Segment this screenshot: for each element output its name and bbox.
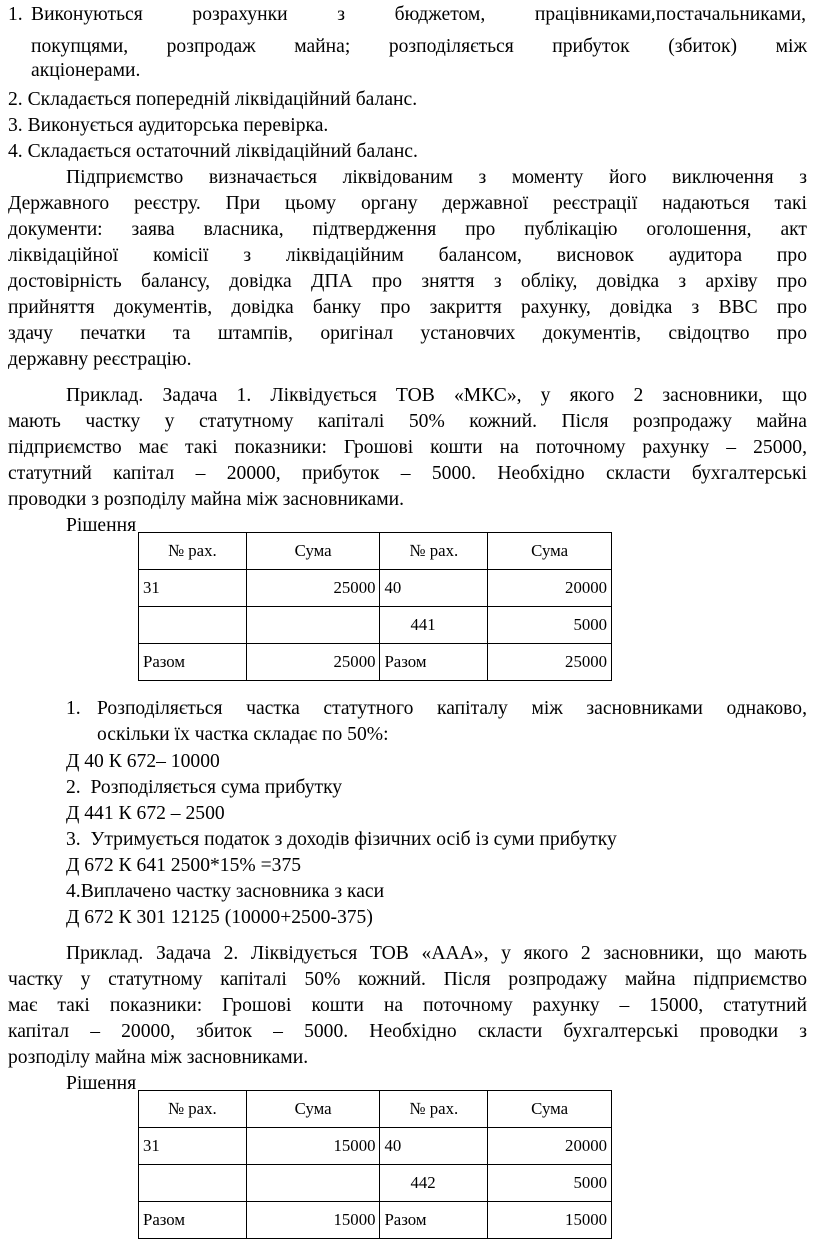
paragraph-line: державну реєстрацію.	[8, 349, 192, 370]
table-row	[139, 607, 612, 644]
step-item-4: 4.Виплачено частку засновника з каси	[66, 881, 385, 902]
step-item-3: 3. Утримується податок з доходів фізичних осіб із суми прибутку	[66, 829, 617, 850]
table-row	[139, 570, 612, 607]
list-item-1-cont: покупцями, розпродаж майна; розподіляється прибуток (збиток) між	[31, 36, 807, 57]
table-cell: 40	[380, 570, 488, 607]
header-cell: Сума	[246, 1091, 380, 1128]
table-header-row	[139, 533, 612, 570]
header-cell: Сума	[246, 533, 380, 570]
list-item-2: 2. Складається попередній ліквідаційний баланс.	[8, 89, 418, 110]
step-item-2: 2. Розподіляється сума прибутку	[66, 777, 343, 798]
task-line: має такі показники: Грошові кошти на поточному рахунку – 15000, статутний	[8, 995, 807, 1016]
list-item-4: 4. Складається остаточний ліквідаційний баланс.	[8, 141, 418, 162]
solution-label: Рішення	[66, 1073, 137, 1094]
task-line: частку у статутному капіталі 50% кожний. Після розпродажу майна підприємство	[8, 969, 807, 990]
paragraph-line: Державного реєстру. При цьому органу державної реєстрації надаються такі	[8, 193, 807, 214]
header-cell: № рах.	[380, 533, 488, 570]
list-item-3: 3. Виконується аудиторська перевірка.	[8, 115, 329, 136]
table-cell: 31	[139, 1128, 247, 1165]
table-row	[139, 1202, 612, 1239]
table-cell: 25000	[246, 644, 380, 681]
table-cell: 15000	[488, 1202, 612, 1239]
table-cell: 20000	[488, 570, 612, 607]
table-cell: 25000	[246, 570, 380, 607]
ledger-table-2	[138, 1090, 612, 1239]
table-cell	[246, 607, 380, 644]
paragraph-line: документи: заява власника, підтвердження про публікацію оголошення, акт	[8, 219, 807, 240]
table-cell	[246, 1165, 380, 1202]
list-item-1: 1. Виконуються розрахунки з бюджетом, працівниками,постачальниками,	[8, 4, 806, 25]
task-line: розподілу майна між засновниками.	[8, 1047, 309, 1068]
table-cell: 5000	[488, 607, 612, 644]
paragraph-line: ліквідаційної комісії з ліквідаційним балансом, висновок аудитора про	[8, 245, 807, 266]
task-line: підприємство має такі показники: Грошові кошти на поточному рахунку – 25000,	[8, 437, 807, 458]
table-cell	[139, 1165, 247, 1202]
task-line: мають частку у статутному капіталі 50% кожний. Після розпродажу майна	[8, 411, 807, 432]
table-cell: 40	[380, 1128, 488, 1165]
task-line: капітал – 20000, збиток – 5000. Необхідно скласти бухгалтерські проводки з	[8, 1021, 807, 1042]
header-cell: Сума	[488, 1091, 612, 1128]
paragraph-line: здачу печатки та штампів, оригінал установчих документів, свідоцтво про	[8, 323, 807, 344]
table-cell: Разом	[380, 1202, 488, 1239]
table-cell: Разом	[380, 644, 488, 681]
entry-line: Д 441 К 672 – 2500	[66, 803, 225, 824]
table-header-row	[139, 1091, 612, 1128]
header-cell: № рах.	[139, 533, 247, 570]
paragraph-line: прийняття документів, довідка банку про закриття рахунку, довідка з ВВС про	[8, 297, 807, 318]
list-item-text: Виконуються розрахунки з бюджетом, працівниками,постачальниками,	[31, 4, 806, 25]
table-cell: Разом	[139, 1202, 247, 1239]
header-cell: № рах.	[139, 1091, 247, 1128]
table-cell	[139, 607, 247, 644]
solution-label: Рішення	[66, 515, 137, 536]
entry-line: Д 672 К 641 2500*15% =375	[66, 855, 302, 876]
header-cell: Сума	[488, 533, 612, 570]
table-cell: 25000	[488, 644, 612, 681]
table-cell: 441	[380, 607, 488, 644]
task-line: Приклад. Задача 1. Ліквідується ТОВ «МКС», у якого 2 засновники, що	[66, 385, 807, 406]
table-cell: 15000	[246, 1128, 380, 1165]
table-cell: 20000	[488, 1128, 612, 1165]
table-row	[139, 1128, 612, 1165]
paragraph-line: Підприємство визначається ліквідованим з моменту його виключення з	[66, 167, 807, 188]
table-cell: 5000	[488, 1165, 612, 1202]
step-item-1-cont: оскільки їх частка складає по 50%:	[97, 724, 389, 745]
entry-line: Д 672 К 301 12125 (10000+2500-375)	[66, 907, 373, 928]
table-row	[139, 1165, 612, 1202]
task-line: Приклад. Задача 2. Ліквідується ТОВ «ААА», у якого 2 засновники, що мають	[66, 943, 807, 964]
task-line: проводки з розподілу майна між засновниками.	[8, 489, 405, 510]
paragraph-line: достовірність балансу, довідка ДПА про зняття з обліку, довідка з архіву про	[8, 271, 807, 292]
entry-line: Д 40 К 672– 10000	[66, 751, 220, 772]
table-cell: 442	[380, 1165, 488, 1202]
table-cell: 31	[139, 570, 247, 607]
task-line: статутний капітал – 20000, прибуток – 5000. Необхідно скласти бухгалтерські	[8, 463, 807, 484]
header-cell: № рах.	[380, 1091, 488, 1128]
table-row	[139, 644, 612, 681]
table-cell: 15000	[246, 1202, 380, 1239]
list-item-1-cont: акціонерами.	[31, 60, 141, 81]
ledger-table-1	[138, 532, 612, 681]
table-cell: Разом	[139, 644, 247, 681]
